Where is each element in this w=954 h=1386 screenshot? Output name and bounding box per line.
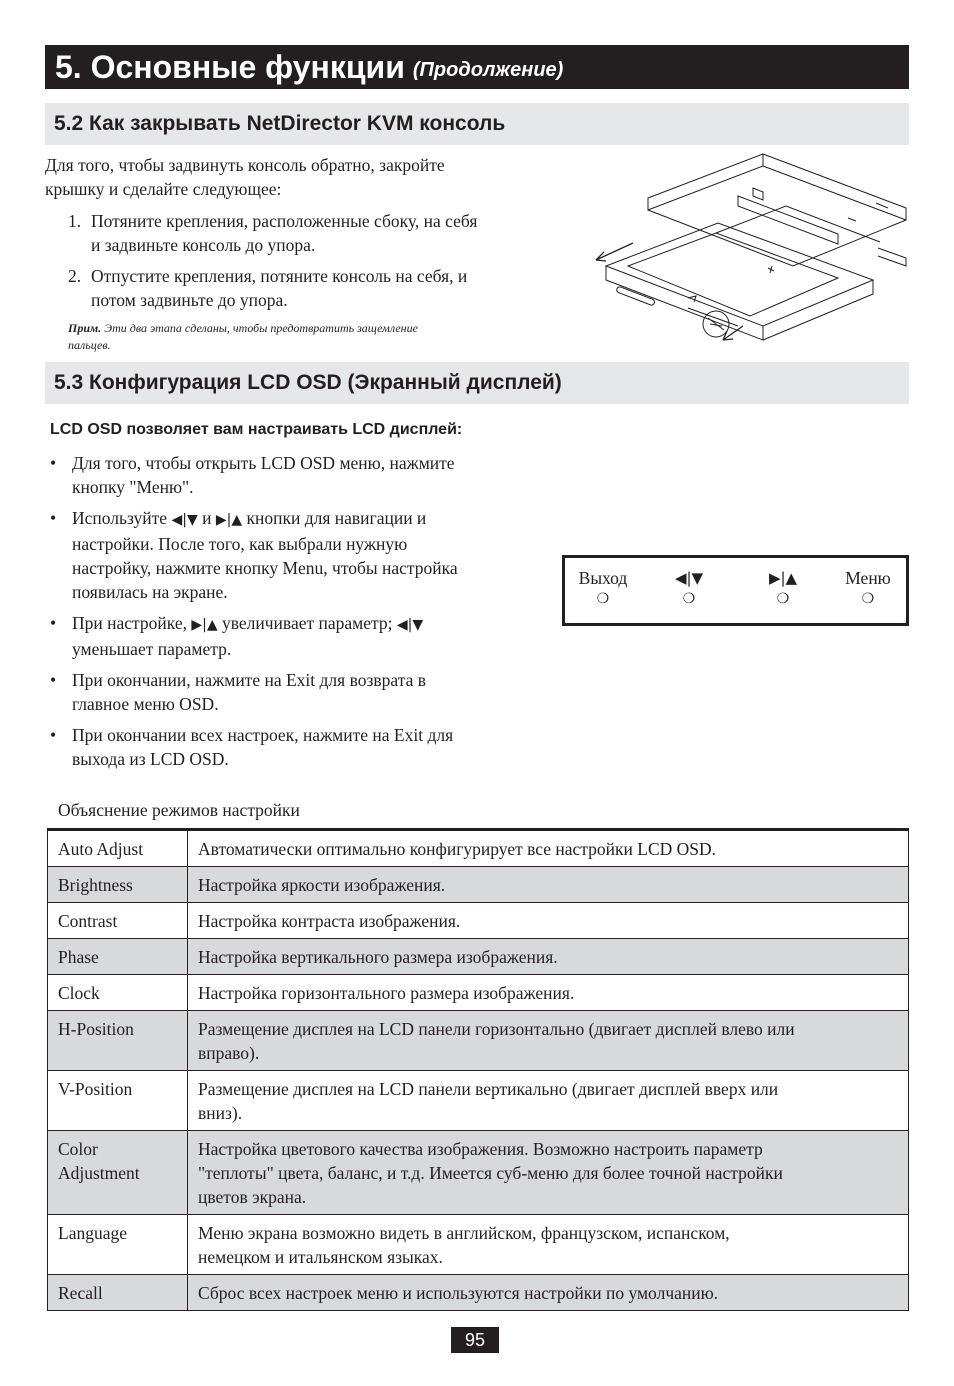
bullet-text: и [197, 508, 216, 528]
bullet-dot: • [50, 453, 57, 473]
table-value [188, 1011, 909, 1071]
table-key: Language [48, 1215, 188, 1275]
bullet-text: кнопки для навигации и [242, 508, 427, 528]
panel-exit-label: Выход [578, 568, 628, 588]
step-number: 2. [68, 266, 82, 286]
right-up-arrow-icon: ▶|▲ [768, 569, 798, 587]
steps-list [68, 209, 558, 312]
table-key: Contrast [48, 903, 188, 939]
left-down-arrow-icon: ◀|▼ [674, 569, 704, 587]
table-row [48, 867, 909, 903]
right-up-arrow-icon: ▶|▲ [191, 617, 218, 633]
table-row [48, 1215, 909, 1275]
step-line: и задвиньте консоль до упора. [91, 235, 316, 255]
table-key-line: Color [58, 1139, 98, 1159]
bullet-item [50, 451, 530, 499]
table-key: Recall [48, 1275, 188, 1311]
table-row [48, 1071, 909, 1131]
table-value [188, 903, 909, 939]
table-value-line: Настройка контраста изображения. [198, 911, 461, 931]
table-key: Brightness [48, 867, 188, 903]
table-value-line: Размещение дисплея на LCD панели горизонтально (двигает дисплей влево или [198, 1019, 795, 1039]
table-value-line: Меню экрана возможно видеть в английском, французском, испанском, [198, 1223, 730, 1243]
table-value-line: Автоматически оптимально конфигурирует все настройки LCD OSD. [198, 839, 717, 859]
note-text: Эти два этапа сделаны, чтобы предотвратить защемление [104, 321, 418, 335]
table-value [188, 1071, 909, 1131]
table-value-line: Настройка горизонтального размера изображения. [198, 983, 575, 1003]
bullet-dot: • [50, 725, 57, 745]
bullet-line: При окончании всех настроек, нажмите на Exit для [72, 725, 454, 745]
bullet-item [50, 723, 530, 771]
section-5-3-lead: LCD OSD позволяет вам настраивать LCD дисплей: [50, 421, 463, 438]
intro-line: крышку и сделайте следующее: [45, 179, 282, 199]
up-button-circle-icon: ❍ [776, 591, 790, 607]
page-number: 95 [451, 1327, 499, 1353]
table-row [48, 903, 909, 939]
note [68, 320, 538, 354]
table-value [188, 867, 909, 903]
table-value-line: Размещение дисплея на LCD панели вертикально (двигает дисплей вверх или [198, 1079, 779, 1099]
table-value-line: Сброс всех настроек меню и используются настройки по умолчанию. [198, 1283, 719, 1303]
table-row [48, 1131, 909, 1215]
bullet-line: Для того, чтобы открыть LCD OSD меню, нажмите [72, 453, 455, 473]
step-line: потом задвиньте до упора. [91, 290, 288, 310]
table-value [188, 1131, 909, 1215]
section-heading-5-3: 5.3 Конфигурация LCD OSD (Экранный дисплей) [45, 362, 909, 404]
table-value [188, 1275, 909, 1311]
settings-modes-table [47, 828, 909, 1311]
bullet-line: При окончании, нажмите на Exit для возврата в [72, 670, 426, 690]
panel-menu-label: Меню [845, 568, 891, 588]
table-value [188, 1215, 909, 1275]
bullet-line: кнопку "Меню". [72, 477, 194, 497]
exit-button-circle-icon: ❍ [596, 591, 610, 607]
panel-exit [573, 566, 633, 608]
intro-line: Для того, чтобы задвинуть консоль обратно, закройте [45, 155, 445, 175]
bullet-line: настройку, нажмите кнопку Menu, чтобы настройка [72, 558, 458, 578]
bullet-text: Используйте [72, 508, 172, 528]
note-label: Прим. [68, 321, 102, 335]
table-value [188, 939, 909, 975]
table-value-line: немецком и итальянском языках. [198, 1247, 443, 1267]
chapter-subtitle: (Продолжение) [412, 58, 564, 81]
kvm-console-illustration [588, 148, 913, 348]
table-row [48, 1275, 909, 1311]
osd-bullet-list [50, 451, 530, 778]
bullet-line: выхода из LCD OSD. [72, 749, 229, 769]
table-value-line: Настройка вертикального размера изображения. [198, 947, 558, 967]
step-line: Потяните крепления, расположенные сбоку, на себя [91, 211, 478, 231]
table-key: Phase [48, 939, 188, 975]
bullet-line: появилась на экране. [72, 582, 228, 602]
table-value-line: вправо). [198, 1043, 260, 1063]
table-value [188, 830, 909, 867]
osd-button-panel [562, 555, 909, 626]
table-key: V-Position [48, 1071, 188, 1131]
table-caption: Объяснение режимов настройки [58, 800, 300, 820]
bullet-line: настройки. После того, как выбрали нужную [72, 534, 408, 554]
section-5-2-intro [45, 153, 565, 201]
table-row [48, 975, 909, 1011]
table-value-line: вниз). [198, 1103, 243, 1123]
section-heading-5-2: 5.2 Как закрывать NetDirector KVM консоль [45, 103, 909, 145]
table-row [48, 830, 909, 867]
table-row [48, 1011, 909, 1071]
bullet-item [50, 668, 530, 716]
bullet-text: увеличивает параметр; [217, 613, 397, 633]
table-key: H-Position [48, 1011, 188, 1071]
panel-up [757, 566, 809, 608]
step-number: 1. [68, 211, 82, 231]
table-key [48, 1131, 188, 1215]
step-line: Отпустите крепления, потяните консоль на себя, и [91, 266, 468, 286]
left-down-arrow-icon: ◀|▼ [171, 512, 198, 528]
chapter-title: 5. Основные функции [55, 48, 405, 85]
table-value [188, 975, 909, 1011]
table-value-line: Настройка цветового качества изображения. Возможно настроить параметр [198, 1139, 763, 1159]
bullet-dot: • [50, 613, 57, 633]
left-down-arrow-icon: ◀|▼ [396, 617, 424, 633]
table-value-line: Настройка яркости изображения. [198, 875, 446, 895]
bullet-dot: • [50, 670, 57, 690]
bullet-text: При настройке, [72, 613, 192, 633]
table-row [48, 939, 909, 975]
table-key: Auto Adjust [48, 830, 188, 867]
bullet-dot: • [50, 508, 57, 528]
panel-menu [837, 566, 899, 608]
step-item [68, 264, 558, 312]
bullet-item [50, 611, 530, 661]
panel-down [663, 566, 715, 608]
chapter-banner [45, 45, 909, 89]
menu-button-circle-icon: ❍ [861, 591, 875, 607]
note-text: пальцев. [68, 338, 111, 352]
bullet-line: уменьшает параметр. [72, 639, 232, 659]
table-key-line: Adjustment [58, 1163, 140, 1183]
table-value-line: цветов экрана. [198, 1187, 307, 1207]
bullet-line: главное меню OSD. [72, 694, 219, 714]
right-up-arrow-icon: ▶|▲ [215, 512, 243, 528]
down-button-circle-icon: ❍ [682, 591, 696, 607]
table-key: Clock [48, 975, 188, 1011]
step-item [68, 209, 558, 255]
table-value-line: "теплоты" цвета, баланс, и т.д. Имеется суб-меню для более точной настройки [198, 1163, 783, 1183]
bullet-item [50, 506, 530, 604]
